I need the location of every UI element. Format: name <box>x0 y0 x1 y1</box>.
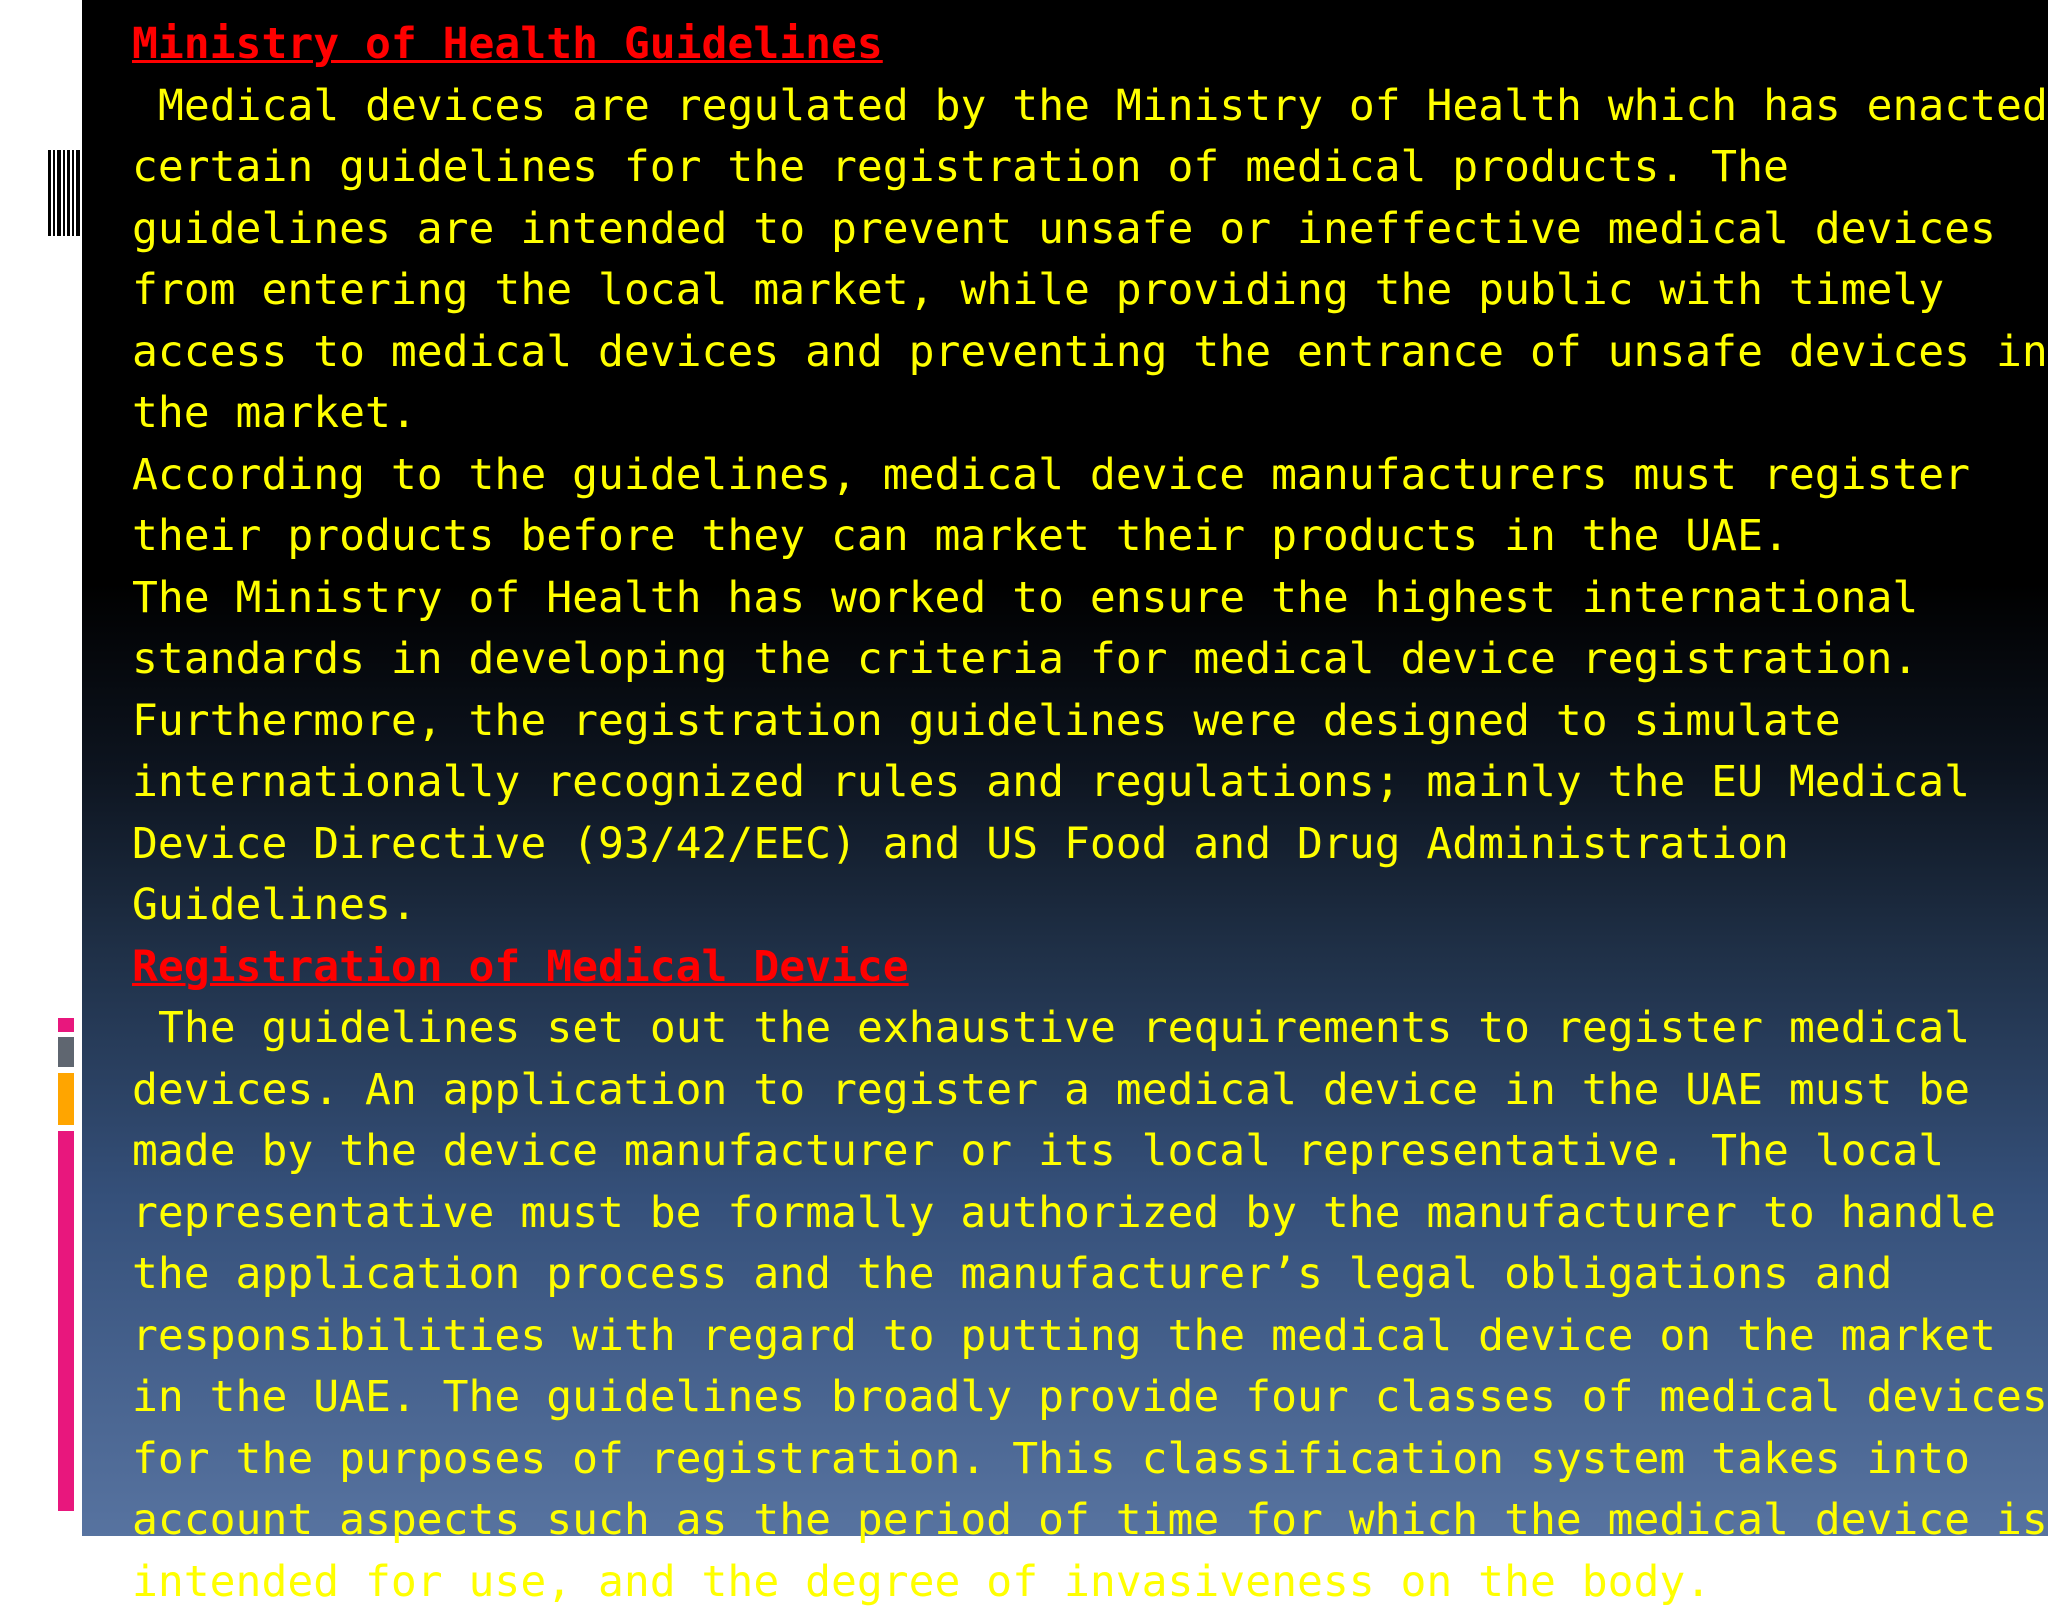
section-heading-guidelines: Ministry of Health Guidelines <box>132 19 883 69</box>
left-margin-strip <box>0 0 82 1536</box>
paragraph: The Ministry of Health has worked to ensure the highest international standards in developing the criteria for medical device registration. Furthermore, the registration guidelines were designed to simulate internationally recognized rules and regulations; mainly the EU Medical Device Directive (93/42/EEC) and US Food and Drug Administration Guidelines. <box>132 572 1971 930</box>
accent-bar-pink <box>58 1131 74 1511</box>
slide-content <box>82 0 2048 1607</box>
paragraph: Medical devices are regulated by the Ministry of Health which has enacted certain guidelines for the registration of medical products. The guidelines are intended to prevent unsafe or ineffective medical devices from entering the local market, while providing the public with timely access to medical devices and preventing the entrance of unsafe devices in the market. <box>132 80 2048 438</box>
vertical-lines-icon <box>48 150 80 236</box>
accent-bar-gray <box>58 1037 74 1067</box>
accent-bar-pink-small <box>58 1018 74 1032</box>
accent-bar-orange <box>58 1073 74 1125</box>
section-heading-registration: Registration of Medical Device <box>132 941 909 992</box>
paragraph: According to the guidelines, medical device manufacturers must register their products before they can market their products in the UAE. <box>132 449 1971 561</box>
text-body <box>132 14 2048 1613</box>
paragraph: The guidelines set out the exhaustive requirements to register medical devices. An application to register a medical device in the UAE must be made by the device manufacturer or its local representative. The local representative must be formally authorized by the manufacturer to handle the application process and the manufacturer’s legal obligations and responsibilities with regard to putting the medical device on the market in the UAE. The guidelines broadly provide four classes of medical devices for the purposes of registration. This classification system takes into account aspects such as the period of time for which the medical device is intended for use, and the degree of invasiveness on the body. <box>132 1003 2048 1607</box>
